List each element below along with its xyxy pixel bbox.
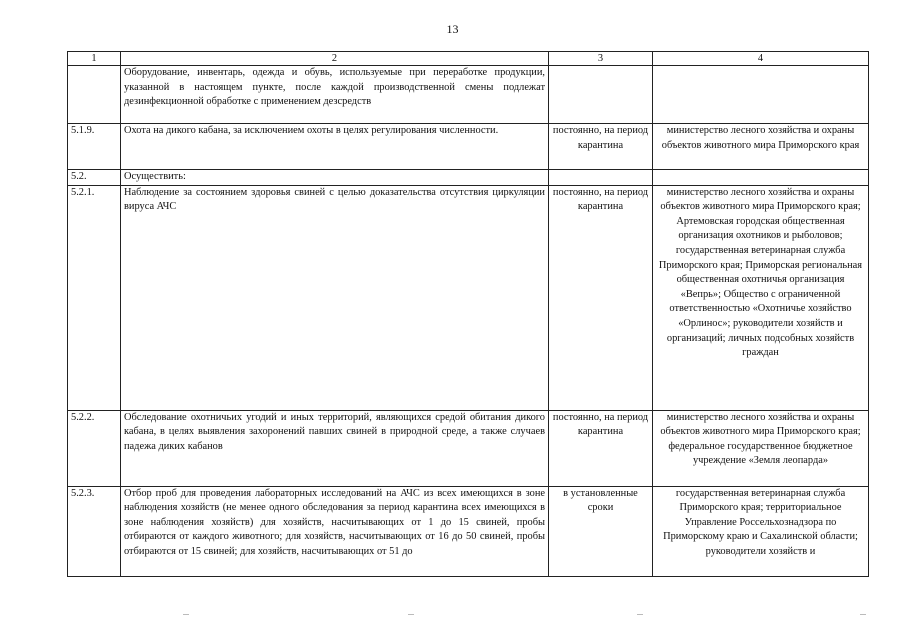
column-header-1: 1 xyxy=(68,52,121,66)
scan-mark xyxy=(183,614,189,615)
item-number: 5.1.9. xyxy=(68,124,121,170)
measures-table xyxy=(67,51,869,577)
table-row xyxy=(68,410,869,486)
measure-description: Охота на дикого кабана, за исключением охоты в целях регулирования численности. xyxy=(121,124,549,170)
column-header-3: 3 xyxy=(549,52,653,66)
measure-description: Наблюдение за состоянием здоровья свиней с целью доказательства отсутствия циркуляции вируса АЧС xyxy=(121,185,549,410)
table-row xyxy=(68,170,869,186)
responsible-party xyxy=(653,170,869,186)
item-number xyxy=(68,66,121,124)
measure-term: постоянно, на период карантина xyxy=(549,185,653,410)
responsible-party: государственная ветеринарная служба Приморского края; территориальное Управление Россельхознадзора по Приморскому краю и Сахалинской области; руководители хозяйств и xyxy=(653,486,869,576)
item-number: 5.2.2. xyxy=(68,410,121,486)
responsible-party xyxy=(653,66,869,124)
scan-mark xyxy=(637,614,643,615)
header-row xyxy=(68,52,869,66)
table-row xyxy=(68,66,869,124)
table-row xyxy=(68,185,869,410)
section-heading: Осуществить: xyxy=(121,170,549,186)
column-header-2: 2 xyxy=(121,52,549,66)
column-header-4: 4 xyxy=(653,52,869,66)
item-number: 5.2. xyxy=(68,170,121,186)
scan-artifacts xyxy=(0,604,905,624)
measure-term: постоянно, на период карантина xyxy=(549,124,653,170)
measure-description: Обследование охотничьих угодий и иных территорий, являющихся средой обитания дикого кабана, в целях выявления захоронений павших свиней в природной среде, а также случаев падежа диких кабанов xyxy=(121,410,549,486)
measure-term: в установленные сроки xyxy=(549,486,653,576)
measure-term xyxy=(549,170,653,186)
measure-term xyxy=(549,66,653,124)
item-number: 5.2.1. xyxy=(68,185,121,410)
table-row xyxy=(68,486,869,576)
page-number: 13 xyxy=(446,22,459,36)
responsible-party: министерство лесного хозяйства и охраны объектов животного мира Приморского края xyxy=(653,124,869,170)
item-number: 5.2.3. xyxy=(68,486,121,576)
scan-mark xyxy=(408,614,414,615)
measure-description: Отбор проб для проведения лабораторных исследований на АЧС из всех имеющихся в зоне наблюдения хозяйств (не менее одного обследования за период карантина всех имеющихся в зоне наблюдения хозяйств) для хозяйств, насчитывающих от 1 до 15 свиней, пробы отбираются от каждого животного; для хозяйств, насчитывающих от 16 до 50 свиней, пробы отбираются от 15 свиней; для хозяйств, насчитывающих от 51 до xyxy=(121,486,549,576)
measure-term: постоянно, на период карантина xyxy=(549,410,653,486)
scan-mark xyxy=(860,614,866,615)
responsible-party: министерство лесного хозяйства и охраны объектов животного мира Приморского края; Артемовская городская общественная организация охотников и рыболовов; государственная ветеринарная служба Приморского края; Приморская региональная общественная охотничья организация «Вепрь»; Общество с ограниченной ответственностью «Охотничье хозяйство «Орлинос»; руководители хозяйств и организаций; личных подсобных хозяйств граждан xyxy=(653,185,869,410)
responsible-party: министерство лесного хозяйства и охраны объектов животного мира Приморского края; федеральное государственное бюджетное учреждение «Земля леопарда» xyxy=(653,410,869,486)
table-row xyxy=(68,124,869,170)
measure-description: Оборудование, инвентарь, одежда и обувь, используемые при переработке продукции, указанной в настоящем пункте, после каждой производственной смены подлежат дезинфекционной обработке с применением дезсредств xyxy=(121,66,549,124)
